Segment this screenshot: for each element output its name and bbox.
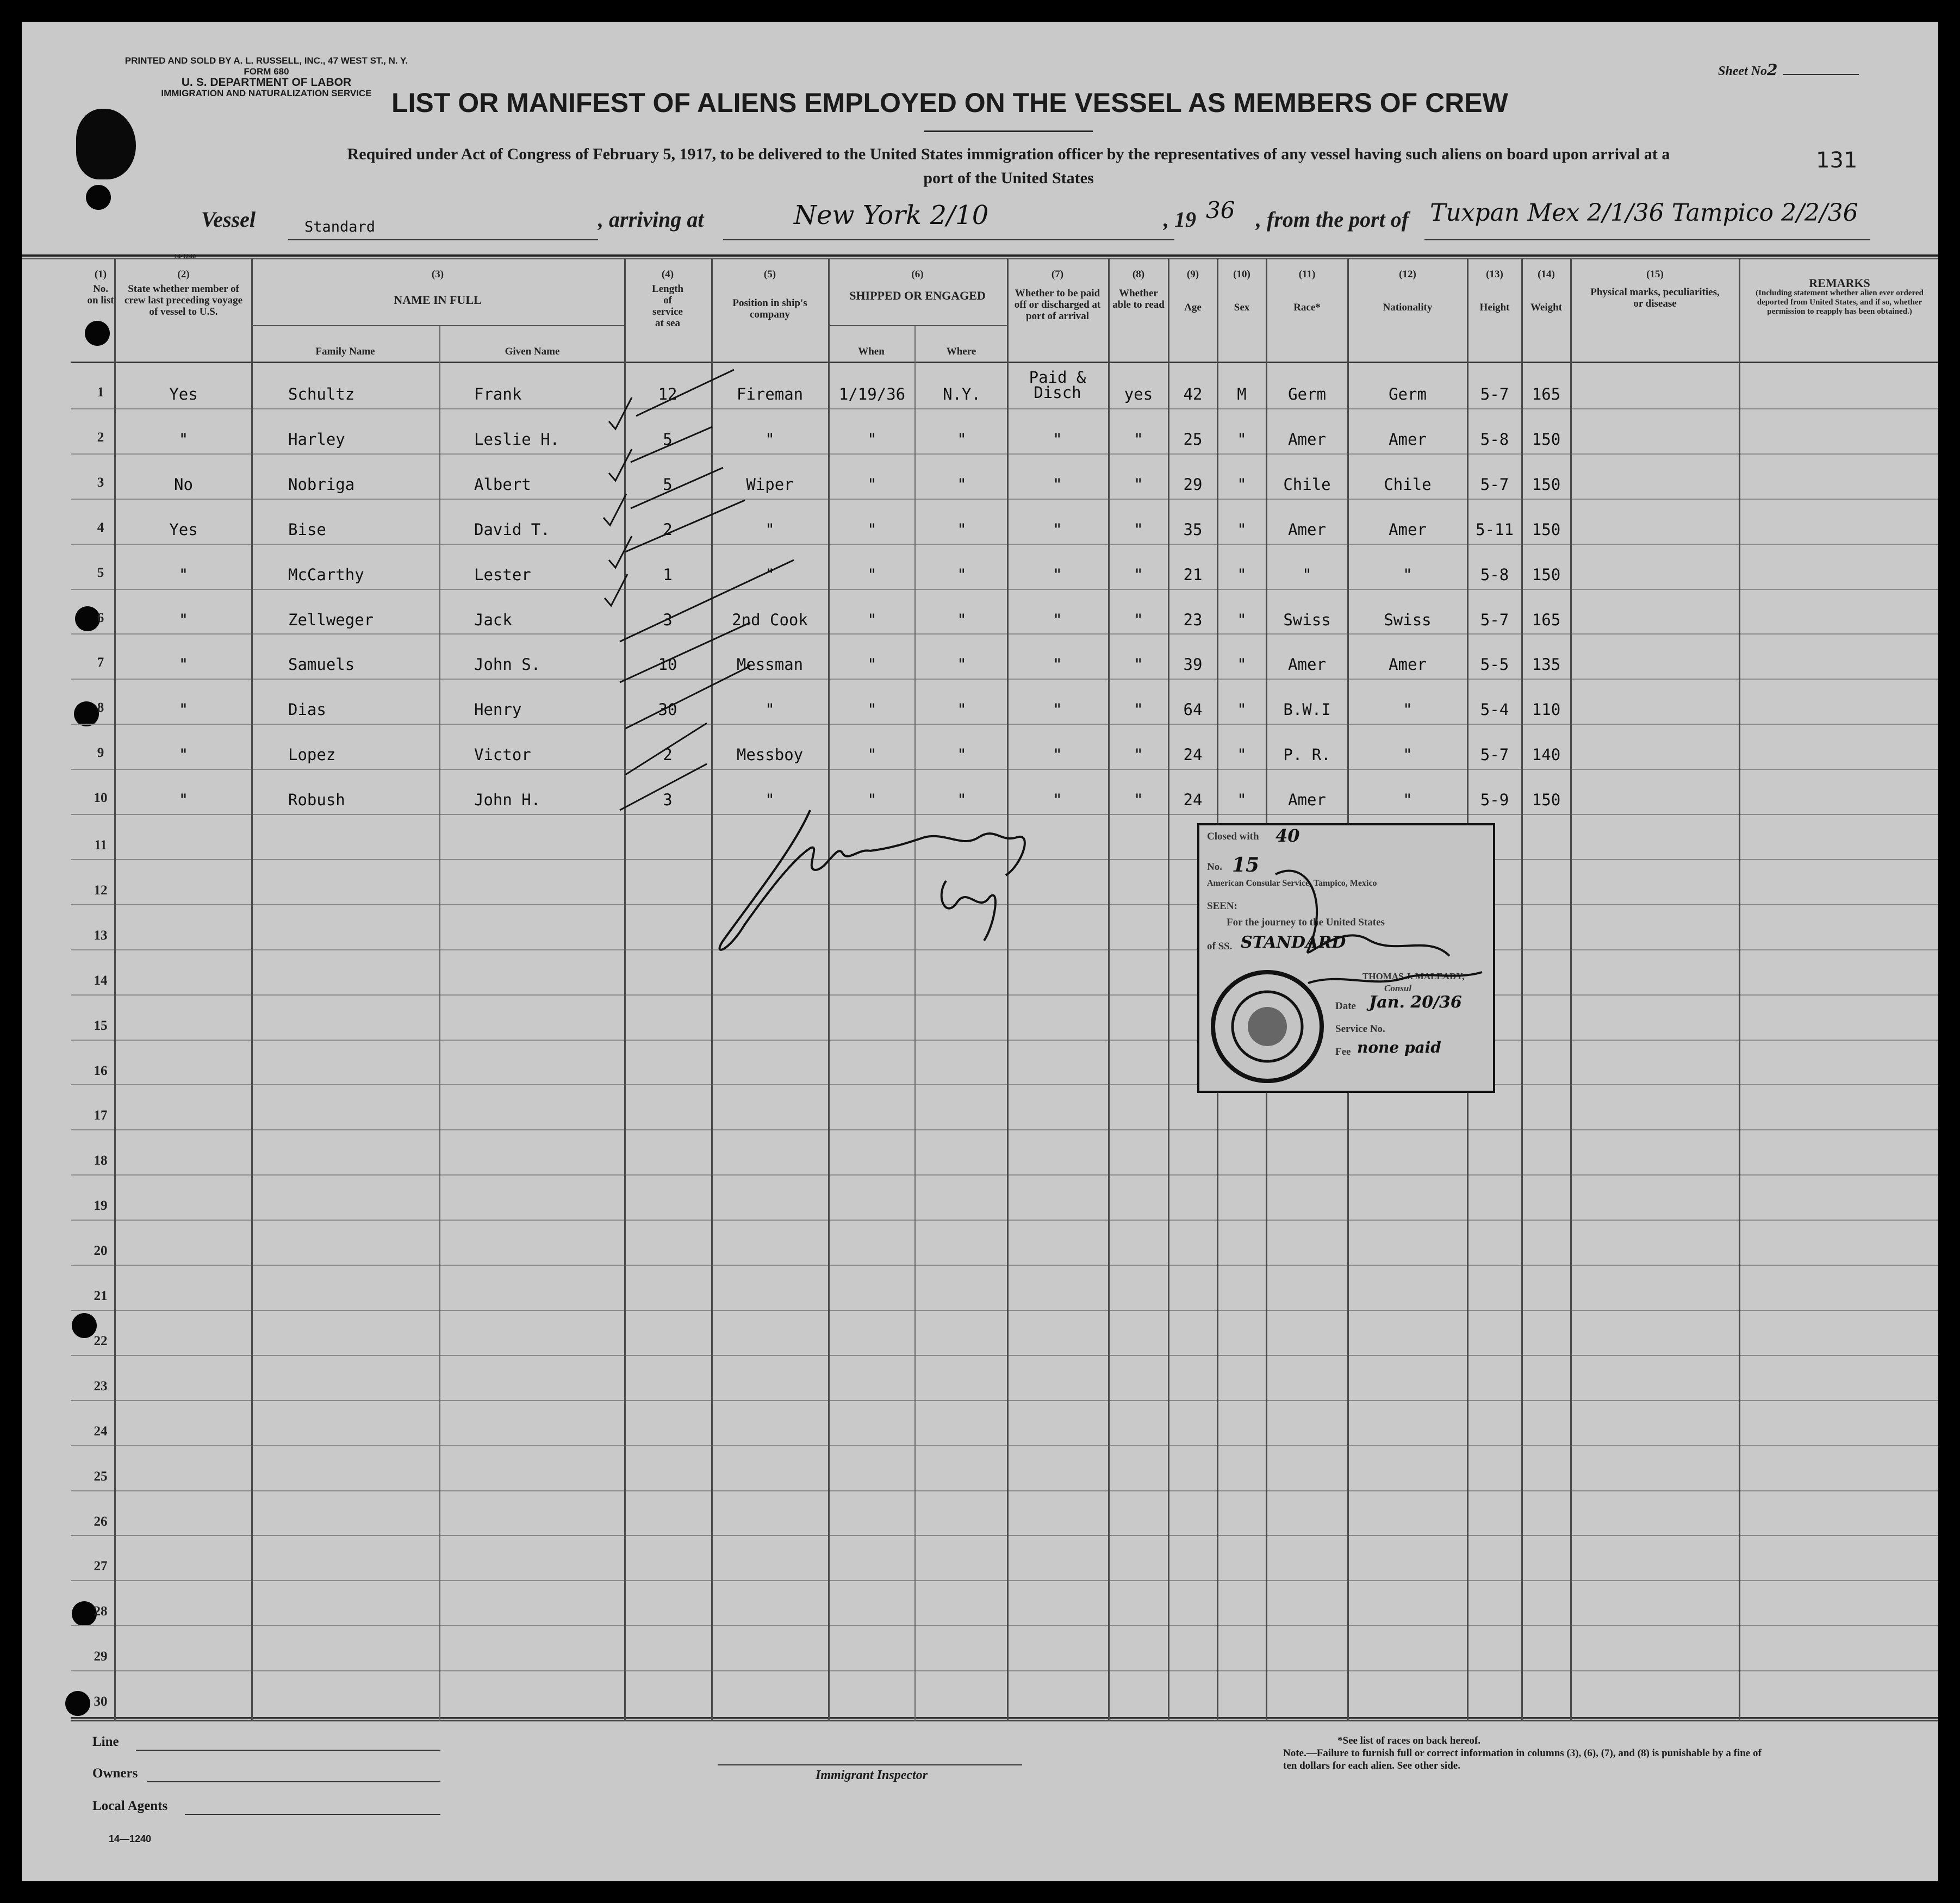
col-label: Weight — [1530, 302, 1563, 313]
manifest-sheet — [22, 22, 1938, 1881]
row-number: 9 — [97, 745, 104, 760]
age: 64 — [1183, 700, 1203, 719]
row-number: 26 — [94, 1514, 108, 1529]
service-length: 2 — [663, 520, 673, 539]
col-num: (1) — [94, 269, 107, 280]
race: Amer — [1288, 791, 1326, 809]
shipped-when: " — [867, 700, 877, 719]
nationality: Amer — [1389, 520, 1427, 539]
stamp-no-value: 15 — [1232, 854, 1260, 876]
height: 5-7 — [1480, 745, 1509, 764]
page-title: LIST OR MANIFEST OF ALIENS EMPLOYED ON THE VESSEL AS MEMBERS OF CREW — [391, 88, 1508, 118]
row-number: 17 — [94, 1108, 108, 1123]
shipped-when: " — [867, 655, 877, 674]
form-code-small: 14-1240 — [174, 253, 196, 260]
check-mark — [609, 397, 632, 429]
race-note: *See list of races on back hereof. — [1337, 1735, 1480, 1746]
stamp-consul-name: THOMAS J. MALEADY, — [1362, 971, 1465, 981]
col-label: State whether member of crew last preceding voyage of vessel to U.S. — [124, 283, 243, 318]
able-to-read: " — [1134, 655, 1143, 674]
given-name: Frank — [474, 385, 522, 403]
position: " — [765, 430, 775, 449]
nationality: Swiss — [1384, 611, 1432, 629]
prev-voyage: Yes — [169, 385, 198, 403]
row-number: 1 — [97, 385, 104, 400]
shipped-where: " — [957, 655, 967, 674]
weight: 150 — [1532, 791, 1561, 809]
col-label: Length of service at sea — [651, 283, 684, 329]
position: Messman — [736, 655, 804, 674]
row-number: 8 — [97, 700, 104, 715]
position: Fireman — [736, 385, 804, 403]
shipped-when: " — [867, 475, 877, 494]
footer-form-code: 14—1240 — [109, 1833, 152, 1844]
height: 5-8 — [1480, 565, 1509, 584]
col-num: (14) — [1538, 269, 1555, 280]
sex: " — [1237, 791, 1247, 809]
weight: 140 — [1532, 745, 1561, 764]
nationality: Chile — [1384, 475, 1432, 494]
check-mark — [603, 494, 626, 525]
paid-off: " — [1053, 700, 1062, 719]
position: " — [765, 791, 775, 809]
col-label: NAME IN FULL — [394, 293, 482, 307]
slash-mark — [625, 723, 707, 775]
stamp-fee-value: none paid — [1357, 1038, 1441, 1056]
position: 2nd Cook — [732, 611, 808, 629]
race: Swiss — [1283, 611, 1331, 629]
shipped-where: N.Y. — [943, 385, 981, 403]
sex: " — [1237, 565, 1247, 584]
prev-voyage: No — [174, 475, 193, 494]
col-label: Whether able to read — [1112, 288, 1165, 310]
shipped-when: " — [867, 791, 877, 809]
prev-voyage: " — [178, 430, 189, 449]
row-number: 25 — [94, 1469, 108, 1484]
vessel-name: Standard — [304, 219, 376, 235]
slash-mark — [631, 427, 712, 462]
service-length: 1 — [663, 565, 673, 584]
shipped-when: 1/19/36 — [838, 385, 906, 403]
family-name: Zellweger — [288, 611, 374, 629]
shipped-where: " — [957, 475, 967, 494]
service-length: 3 — [663, 791, 673, 809]
weight: 165 — [1532, 385, 1561, 403]
captain-signature — [720, 810, 1025, 950]
consular-stamp — [1197, 823, 1495, 1093]
weight: 150 — [1532, 565, 1561, 584]
col-num: (12) — [1399, 269, 1416, 280]
slash-mark — [620, 560, 794, 642]
col-label: Whether to be paid off or discharged at port of arrival — [1014, 288, 1101, 322]
age: 21 — [1183, 565, 1203, 584]
paid-off: " — [1053, 611, 1062, 629]
shipped-where: " — [957, 611, 967, 629]
race: P. R. — [1283, 745, 1331, 764]
row-number: 20 — [94, 1243, 108, 1258]
race: B.W.I — [1283, 700, 1331, 719]
slash-mark — [625, 666, 750, 729]
family-name: McCarthy — [288, 565, 364, 584]
age: 24 — [1183, 791, 1203, 809]
stamp-american: American Consular Service, Tampico, Mexico — [1207, 879, 1377, 888]
paid-off: " — [1053, 430, 1062, 449]
nationality: " — [1403, 745, 1413, 764]
vessel-label: Vessel — [201, 207, 256, 232]
shipped-where: " — [957, 520, 967, 539]
age: 29 — [1183, 475, 1203, 494]
weight: 150 — [1532, 520, 1561, 539]
prev-voyage: " — [178, 700, 189, 719]
remarks-label: (Including statement whether alien ever ordered deported from United States, and if so, whether permission to reapply has been obtained.) — [1756, 289, 1924, 316]
nationality: " — [1403, 791, 1413, 809]
col-label: Physical marks, peculiarities, or disease — [1590, 287, 1720, 309]
row-number: 30 — [94, 1694, 108, 1709]
weight: 110 — [1532, 700, 1561, 719]
paid-off: " — [1053, 745, 1062, 764]
age: 25 — [1183, 430, 1203, 449]
department: U. S. DEPARTMENT OF LABOR — [181, 76, 352, 89]
slash-mark — [636, 370, 734, 416]
remarks-title: REMARKS — [1809, 276, 1870, 290]
shipped-where: " — [957, 430, 967, 449]
row-number: 29 — [94, 1649, 108, 1664]
stamp-service-label: Service No. — [1335, 1023, 1385, 1035]
weight: 165 — [1532, 611, 1561, 629]
col-num: (9) — [1186, 269, 1199, 280]
prev-voyage: " — [178, 565, 189, 584]
family-name: Samuels — [288, 655, 355, 674]
able-to-read: " — [1134, 475, 1143, 494]
subtitle-line: Required under Act of Congress of February 5, 1917, to be delivered to the United States immigration officer by the representatives of any vessel having such aliens on board upon arrival at a — [347, 145, 1670, 163]
col-num: (3) — [431, 269, 444, 280]
when-header: When — [858, 346, 885, 357]
shipped-when: " — [867, 745, 877, 764]
shipped-when: " — [867, 565, 877, 584]
sex: " — [1237, 430, 1247, 449]
col-label: No. on list — [87, 283, 114, 306]
slash-mark — [631, 468, 723, 508]
row-number: 6 — [97, 611, 104, 625]
service-length: 12 — [658, 385, 677, 403]
row-number: 23 — [94, 1379, 108, 1394]
able-to-read: yes — [1124, 385, 1153, 403]
race: Amer — [1288, 655, 1326, 674]
row-number: 3 — [97, 475, 104, 490]
col-num: (5) — [763, 269, 776, 280]
given-name: Lester — [474, 565, 531, 584]
shipped-when: " — [867, 430, 877, 449]
stamp-journey: For the journey to the United States — [1227, 917, 1385, 928]
row-number: 22 — [94, 1334, 108, 1348]
stamp-consul-title: Consul — [1384, 983, 1412, 993]
stamp-date-label: Date — [1335, 1000, 1356, 1012]
consul-seal — [1199, 825, 1493, 1091]
row-number: 4 — [97, 520, 104, 535]
race: Amer — [1288, 430, 1326, 449]
stamp-date-value: Jan. 20/36 — [1369, 993, 1462, 1012]
inspector-label: Immigrant Inspector — [816, 1768, 928, 1782]
from-port: Tuxpan Mex 2/1/36 Tampico 2/2/36 — [1430, 199, 1858, 227]
able-to-read: " — [1134, 565, 1143, 584]
row-number: 19 — [94, 1198, 108, 1213]
family-name: Nobriga — [288, 475, 355, 494]
given-name: Victor — [474, 745, 531, 764]
shipped-where: " — [957, 700, 967, 719]
nationality: Germ — [1389, 385, 1427, 403]
shipped-when: " — [867, 520, 877, 539]
family-name: Harley — [288, 430, 345, 449]
sheet-label: Sheet No — [1718, 64, 1767, 78]
row-number: 24 — [94, 1424, 108, 1439]
col-num: (2) — [177, 269, 190, 280]
family-name: Bise — [288, 520, 326, 539]
paid-off: " — [1053, 520, 1062, 539]
age: 35 — [1183, 520, 1203, 539]
sex: " — [1237, 611, 1247, 629]
col-label: Age — [1184, 302, 1202, 313]
sex: " — [1237, 520, 1247, 539]
able-to-read: " — [1134, 520, 1143, 539]
row-number: 2 — [97, 430, 104, 445]
able-to-read: " — [1134, 791, 1143, 809]
shipped-where: " — [957, 565, 967, 584]
given-name: Leslie H. — [474, 430, 560, 449]
form-number: FORM 680 — [244, 66, 289, 77]
footer-underline — [136, 1750, 440, 1751]
penalty-note: Note.—Failure to furnish full or correct information in columns (3), (6), (7), and (8) is punishable by a fine of ten dollars for each alien. See other side. — [1283, 1747, 1762, 1771]
height: 5-7 — [1480, 385, 1509, 403]
given-name: John H. — [474, 791, 541, 809]
given-name-header: Given Name — [505, 346, 560, 357]
weight: 150 — [1532, 430, 1561, 449]
position: " — [765, 565, 775, 584]
row-number: 13 — [94, 928, 108, 943]
service-name: IMMIGRATION AND NATURALIZATION SERVICE — [161, 88, 372, 98]
check-mark — [609, 449, 632, 481]
footer-line-label: Line — [92, 1734, 119, 1749]
row-number: 5 — [97, 565, 104, 580]
prev-voyage: " — [178, 611, 189, 629]
col-num: (11) — [1298, 269, 1316, 280]
footer-underline — [185, 1814, 440, 1815]
age: 24 — [1183, 745, 1203, 764]
weight: 150 — [1532, 475, 1561, 494]
inspector-line — [718, 1764, 1022, 1765]
height: 5-7 — [1480, 611, 1509, 629]
col-label: SHIPPED OR ENGAGED — [849, 289, 986, 302]
age: 42 — [1183, 385, 1203, 403]
col-label: Height — [1479, 302, 1510, 313]
arriving-label: , arriving at — [598, 207, 704, 232]
position: Wiper — [746, 475, 794, 494]
service-length: 5 — [663, 475, 673, 494]
paid-off: " — [1053, 475, 1062, 494]
row-number: 27 — [94, 1559, 108, 1574]
stamp-closed-value: 40 — [1275, 825, 1300, 846]
sex: M — [1237, 385, 1247, 403]
row-number: 18 — [94, 1153, 108, 1168]
stamp-seen: SEEN: — [1207, 900, 1237, 912]
given-name: David T. — [474, 520, 550, 539]
family-name: Schultz — [288, 385, 355, 403]
row-number: 10 — [94, 791, 108, 805]
stamp-ss-label: of SS. — [1207, 941, 1233, 952]
position: " — [765, 700, 775, 719]
service-length: 3 — [663, 611, 673, 629]
col-num: (6) — [911, 269, 924, 280]
sheet-value: 2 — [1767, 61, 1778, 79]
col-num: (8) — [1132, 269, 1145, 280]
col-num: (4) — [661, 269, 674, 280]
row-number: 21 — [94, 1289, 108, 1303]
stamp-no-label: No. — [1207, 861, 1222, 873]
position: Messboy — [736, 745, 804, 764]
height: 5-7 — [1480, 475, 1509, 494]
nationality: " — [1403, 700, 1413, 719]
service-length: 30 — [658, 700, 677, 719]
sex: " — [1237, 655, 1247, 674]
race: " — [1302, 565, 1312, 584]
service-length: 2 — [663, 745, 673, 764]
paid-off: " — [1053, 565, 1062, 584]
stamp-fee-label: Fee — [1335, 1046, 1351, 1058]
year-value: 36 — [1206, 197, 1235, 223]
row-number: 16 — [94, 1064, 108, 1078]
check-mark — [609, 536, 632, 568]
height: 5-11 — [1476, 520, 1514, 539]
shipped-where: " — [957, 745, 967, 764]
given-name: Henry — [474, 700, 522, 719]
given-name: Jack — [474, 611, 512, 629]
family-name-header: Family Name — [315, 346, 375, 357]
col-label: Sex — [1234, 302, 1250, 313]
prev-voyage: " — [178, 655, 189, 674]
height: 5-5 — [1480, 655, 1509, 674]
height: 5-4 — [1480, 700, 1509, 719]
prev-voyage: " — [178, 791, 189, 809]
family-name: Robush — [288, 791, 345, 809]
row-number: 28 — [94, 1604, 108, 1619]
paid-off: " — [1053, 791, 1062, 809]
col-label: Race* — [1293, 302, 1321, 313]
col-num: (13) — [1486, 269, 1503, 280]
able-to-read: " — [1134, 611, 1143, 629]
height: 5-8 — [1480, 430, 1509, 449]
col-label: Position in ship's company — [732, 297, 807, 320]
age: 39 — [1183, 655, 1203, 674]
sex: " — [1237, 745, 1247, 764]
sex: " — [1237, 700, 1247, 719]
col-label: Nationality — [1383, 302, 1433, 313]
row-number: 11 — [94, 838, 107, 853]
prev-voyage: Yes — [169, 520, 198, 539]
arriving-port: New York 2/10 — [794, 200, 989, 231]
weight: 135 — [1532, 655, 1561, 674]
row-number: 14 — [94, 973, 108, 988]
check-mark — [605, 574, 627, 606]
height: 5-9 — [1480, 791, 1509, 809]
col-num: (15) — [1646, 269, 1664, 280]
row-number: 7 — [97, 655, 104, 670]
pencil-marks — [22, 22, 1938, 1881]
row-number: 15 — [94, 1018, 108, 1033]
paid-off: " — [1053, 655, 1062, 674]
shipped-where: " — [957, 791, 967, 809]
publisher-line: PRINTED AND SOLD BY A. L. RUSSELL, INC., 47 WEST ST., N. Y. — [125, 55, 408, 66]
stamp-closed-label: Closed with — [1207, 831, 1259, 842]
footer-agents-label: Local Agents — [92, 1799, 168, 1813]
nationality: " — [1403, 565, 1413, 584]
able-to-read: " — [1134, 700, 1143, 719]
where-header: Where — [946, 346, 976, 357]
footer-owners-label: Owners — [92, 1766, 138, 1781]
year-prefix: , 19 — [1163, 207, 1196, 232]
slash-mark — [625, 500, 745, 552]
given-name: Albert — [474, 475, 531, 494]
family-name: Lopez — [288, 745, 336, 764]
race: Germ — [1288, 385, 1326, 403]
col-num: (7) — [1051, 269, 1064, 280]
footer-underline — [147, 1781, 440, 1782]
position: " — [765, 520, 775, 539]
service-length: 10 — [658, 655, 677, 674]
page-number: 131 — [1816, 148, 1858, 173]
nationality: Amer — [1389, 430, 1427, 449]
given-name: John S. — [474, 655, 541, 674]
stamp-ss-value: STANDARD — [1241, 933, 1346, 952]
family-name: Dias — [288, 700, 326, 719]
consul-signature — [1275, 871, 1449, 956]
able-to-read: " — [1134, 430, 1143, 449]
nationality: Amer — [1389, 655, 1427, 674]
col-num: (10) — [1233, 269, 1250, 280]
able-to-read: " — [1134, 745, 1143, 764]
race: Amer — [1288, 520, 1326, 539]
paid-off: Paid & Disch — [1029, 368, 1086, 402]
prev-voyage: " — [178, 745, 189, 764]
from-port-label: , from the port of — [1256, 207, 1409, 232]
age: 23 — [1183, 611, 1203, 629]
row-number: 12 — [94, 883, 108, 898]
race: Chile — [1283, 475, 1331, 494]
shipped-when: " — [867, 611, 877, 629]
service-length: 5 — [663, 430, 673, 449]
subtitle-line: port of the United States — [923, 169, 1094, 187]
sex: " — [1237, 475, 1247, 494]
